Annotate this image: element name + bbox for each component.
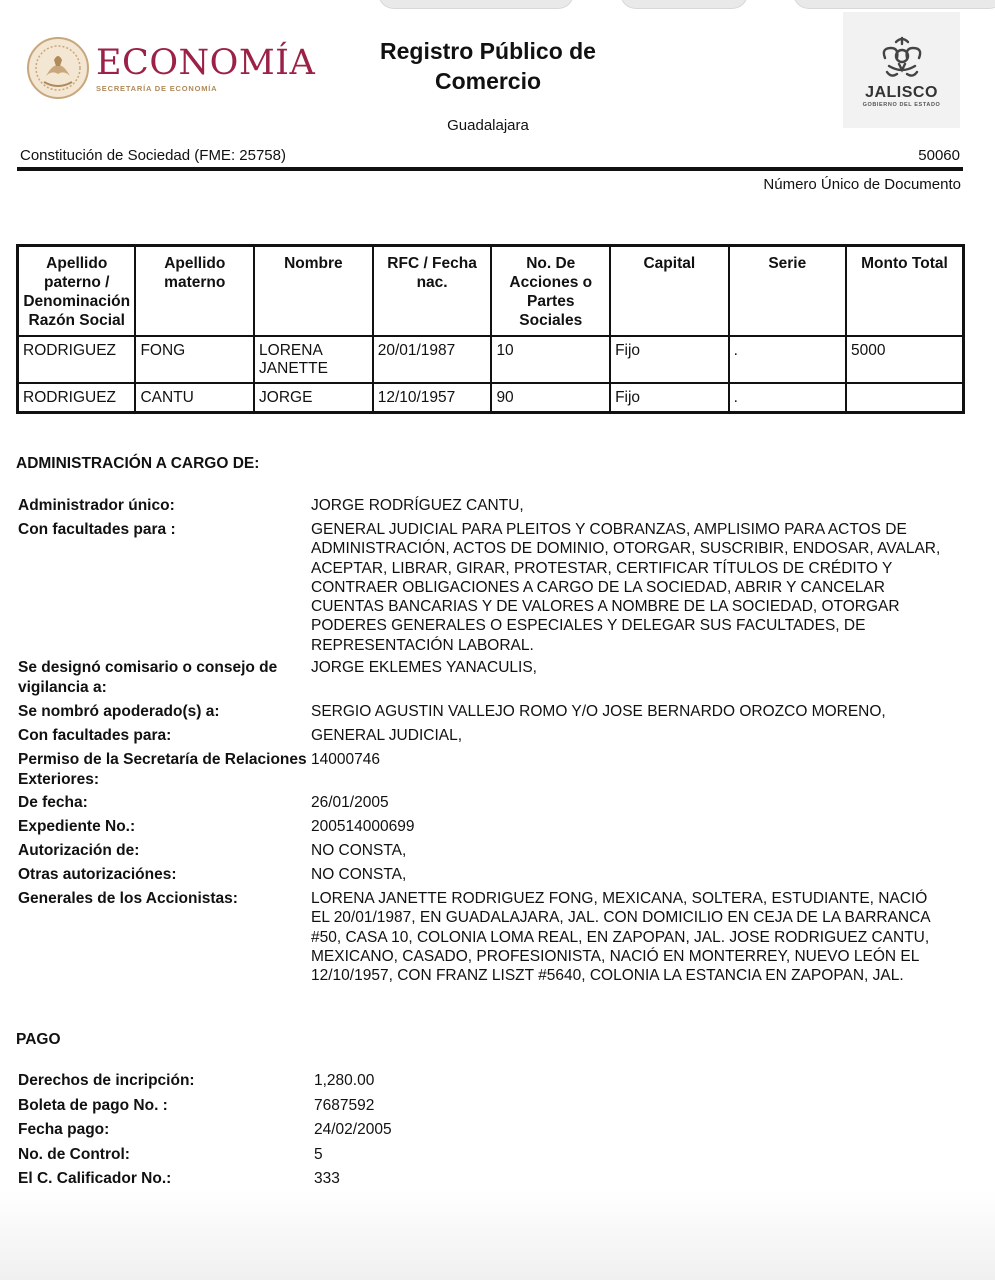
field-row — [18, 520, 948, 655]
field-row — [18, 726, 948, 746]
table-cell: JORGE — [254, 383, 373, 413]
table-cell: CANTU — [135, 383, 254, 413]
table-cell: 10 — [491, 336, 610, 383]
table-cell: 20/01/1987 — [373, 336, 492, 383]
jalisco-emblem-icon — [875, 34, 929, 82]
field-value: 14000746 — [311, 751, 380, 769]
field-row — [18, 817, 948, 837]
field-row — [18, 1145, 948, 1165]
shareholders-table — [16, 244, 965, 414]
field-label: Administrador único: — [18, 497, 175, 514]
field-label: Fecha pago: — [18, 1121, 110, 1138]
field-label: Autorización de: — [18, 842, 140, 860]
table-cell: RODRIGUEZ — [18, 383, 136, 413]
field-label: Generales de los Accionistas: — [18, 890, 238, 908]
field-value: SERGIO AGUSTIN VALLEJO ROMO Y/O JOSE BERNARDO OROZCO MORENO, — [311, 703, 886, 721]
title-line-2: Comercio — [434, 68, 542, 94]
table-row — [18, 383, 964, 413]
browser-tab-strip — [0, 0, 995, 10]
column-header: Serie — [729, 246, 846, 337]
field-label: Con facultades para: — [18, 727, 172, 745]
column-header: No. De Acciones o Partes Sociales — [491, 246, 610, 337]
field-value: 5 — [314, 1145, 323, 1163]
table-cell: FONG — [135, 336, 254, 383]
column-header: Apellido paterno / Denominación Razón Social — [18, 246, 136, 337]
field-label: El C. Calificador No.: — [18, 1170, 172, 1187]
field-row — [18, 658, 948, 698]
browser-tab[interactable] — [378, 0, 574, 9]
field-row — [18, 1096, 948, 1116]
column-header: Apellido materno — [135, 246, 254, 337]
field-row — [18, 702, 948, 722]
administration-heading: ADMINISTRACIÓN A CARGO DE: — [16, 455, 260, 472]
column-header: Monto Total — [846, 246, 964, 337]
payment-fields — [18, 1071, 948, 1189]
column-header: Nombre — [254, 246, 373, 337]
table-cell: . — [729, 336, 846, 383]
table-cell: 12/10/1957 — [373, 383, 492, 413]
document-type: Constitución de Sociedad (FME: 25758) — [20, 147, 286, 164]
field-row — [18, 889, 948, 985]
field-label: Con facultades para : — [18, 521, 176, 538]
field-label: Permiso de la Secretaría de Relaciones Exteriores: — [18, 751, 307, 789]
jalisco-subtitle: GOBIERNO DEL ESTADO — [862, 102, 941, 108]
field-value: 7687592 — [314, 1096, 375, 1114]
field-value: JORGE EKLEMES YANACULIS, — [311, 659, 537, 677]
field-row — [18, 496, 948, 516]
field-label: Expediente No.: — [18, 818, 136, 836]
table-cell: Fijo — [610, 336, 729, 383]
column-header: Capital — [610, 246, 729, 337]
page-title — [340, 36, 636, 96]
table-cell: 90 — [491, 383, 610, 413]
field-row — [18, 793, 948, 813]
field-row — [18, 841, 948, 861]
field-label: Se designó comisario o consejo de vigilancia a: — [18, 659, 278, 697]
economia-subtitle: SECRETARÍA DE ECONOMÍA — [96, 83, 218, 93]
field-row — [18, 865, 948, 885]
field-row — [18, 1120, 948, 1140]
field-label: Se nombró apoderado(s) a: — [18, 703, 220, 721]
header-divider — [17, 167, 963, 171]
column-header: RFC / Fecha nac. — [373, 246, 492, 337]
economia-name: ECONOMÍA — [96, 42, 316, 83]
payment-heading: PAGO — [16, 1031, 61, 1048]
economia-logo — [26, 36, 315, 100]
field-value: LORENA JANETTE RODRIGUEZ FONG, MEXICANA, SOLTERA, ESTUDIANTE, NACIÓ EL 20/01/1987, EN GUADALAJARA, JAL. CON DOMICILIO EN CEJA DE LA BARRANCA #50, CASA 10, COLONIA LOMA REAL, EN ZAPOPAN, JAL. JOSE RODRIGUEZ CANTU, MEXICANO, CASADO, PROFESIONISTA, NACIÓ EN MONTERREY, NUEVO LEÓN EL 12/10/1957, CON FRANZ LISZT #5640, COLONIA LA ESTANCIA EN ZAPOPAN, JAL. — [311, 890, 930, 985]
field-row — [18, 1071, 948, 1091]
field-value: 24/02/2005 — [314, 1121, 392, 1138]
jalisco-name: JALISCO — [865, 84, 938, 101]
page-bottom-shadow — [0, 1190, 995, 1280]
field-value: JORGE RODRÍGUEZ CANTU, — [311, 497, 524, 514]
field-row — [18, 1169, 948, 1189]
jalisco-logo — [843, 12, 960, 128]
field-value: 333 — [314, 1170, 340, 1187]
browser-tab[interactable] — [620, 0, 748, 9]
field-value: NO CONSTA, — [311, 866, 407, 884]
field-label: De fecha: — [18, 794, 88, 812]
field-label: No. de Control: — [18, 1145, 130, 1163]
field-label: Boleta de pago No. : — [18, 1096, 168, 1114]
field-value: NO CONSTA, — [311, 842, 407, 860]
field-value: 1,280.00 — [314, 1072, 375, 1089]
field-value: GENERAL JUDICIAL, — [311, 727, 463, 745]
administration-fields — [18, 496, 948, 986]
field-label: Derechos de incripción: — [18, 1072, 195, 1089]
field-row — [18, 750, 948, 790]
field-value: 200514000699 — [311, 818, 415, 836]
field-label: Otras autorizaciónes: — [18, 866, 177, 884]
table-cell: 5000 — [846, 336, 964, 383]
field-value: 26/01/2005 — [311, 794, 389, 812]
table-cell: Fijo — [610, 383, 729, 413]
city-label: Guadalajara — [447, 117, 529, 134]
browser-tab[interactable] — [793, 0, 995, 9]
table-cell — [846, 383, 964, 413]
document-number: 50060 — [918, 147, 960, 164]
field-value: GENERAL JUDICIAL PARA PLEITOS Y COBRANZAS, AMPLISIMO PARA ACTOS DE ADMINISTRACIÓN, ACTOS DE DOMINIO, OTORGAR, SUSCRIBIR, ENDOSAR, AVALAR, ACEPTAR, LIBRAR, GIRAR, PROTESTAR, CERTIFICAR TÍTULOS DE CRÉDITO Y CONTRAER OBLIGACIONES A CARGO DE LA SOCIEDAD, ABRIR Y CANCELAR CUENTAS BANCARIAS Y DE VALORES A NOMBRE DE LA SOCIEDAD, OTORGAR PODERES GENERALES O ESPECIALES Y DELEGAR SUS FACULTADES, DE REPRESENTACIÓN LABORAL. — [311, 521, 941, 654]
document-number-caption: Número Único de Documento — [763, 176, 961, 193]
table-row — [18, 336, 964, 383]
title-line-1: Registro Público de — [380, 38, 596, 64]
table-cell: LORENA JANETTE — [254, 336, 373, 383]
document-line — [17, 147, 963, 164]
table-cell: RODRIGUEZ — [18, 336, 136, 383]
table-cell: . — [729, 383, 846, 413]
mexican-eagle-seal-icon — [26, 36, 90, 100]
table-header-row — [18, 246, 964, 337]
